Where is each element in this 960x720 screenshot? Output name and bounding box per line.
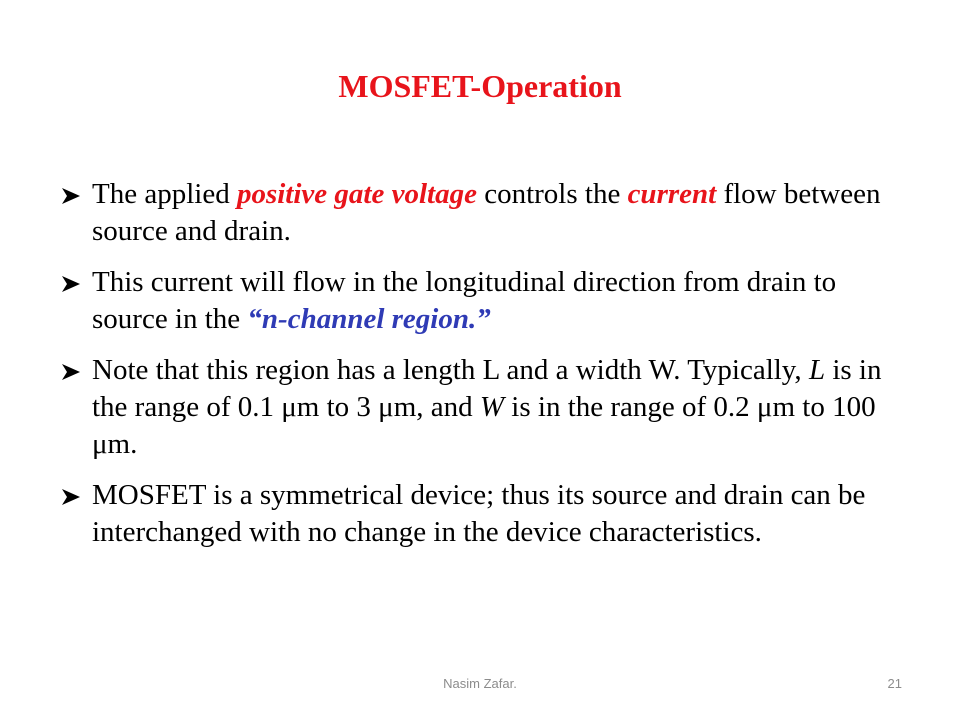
bullet-text: This current will flow in the longitudinal direction from drain to source in the [92,266,837,335]
bullet-item-gate-voltage [62,176,912,250]
bullet-text: controls the [476,178,628,210]
bullet-text: MOSFET is a symmetrical device; thus its source and drain can be interchanged with no change in the device characteristics. [92,479,866,548]
slide-title: MOSFET-Operation [338,68,622,104]
bullet-list [62,176,912,565]
arrowhead-bullet-icon [62,352,86,389]
arrowhead-bullet-icon [62,477,86,514]
footer-author: Nasim Zafar. [443,676,517,691]
arrowhead-bullet-icon [62,176,86,213]
bullet-item-dimensions [62,352,912,463]
variable-w: W [479,391,505,423]
bullet-item-symmetry [62,477,912,551]
page-number: 21 [887,676,902,691]
bullet-text: is in the range of 0.1 μm to 3 μm, and [92,354,882,423]
bullet-text: The applied [92,178,237,210]
bullet-text: is in the range of 0.2 μm to 100 μm. [92,391,876,460]
variable-l: L [808,354,826,386]
emphasis-positive-gate-voltage: positive gate voltage [236,178,477,210]
bullet-text: Note that this region has a length L and a width W. Typically, [92,354,809,386]
bullet-text: flow between source and drain. [92,178,881,247]
bullet-item-current-flow [62,264,912,338]
arrowhead-bullet-icon [62,264,86,301]
emphasis-current: current [627,178,717,210]
emphasis-n-channel-region: “n-channel region.” [247,303,491,335]
